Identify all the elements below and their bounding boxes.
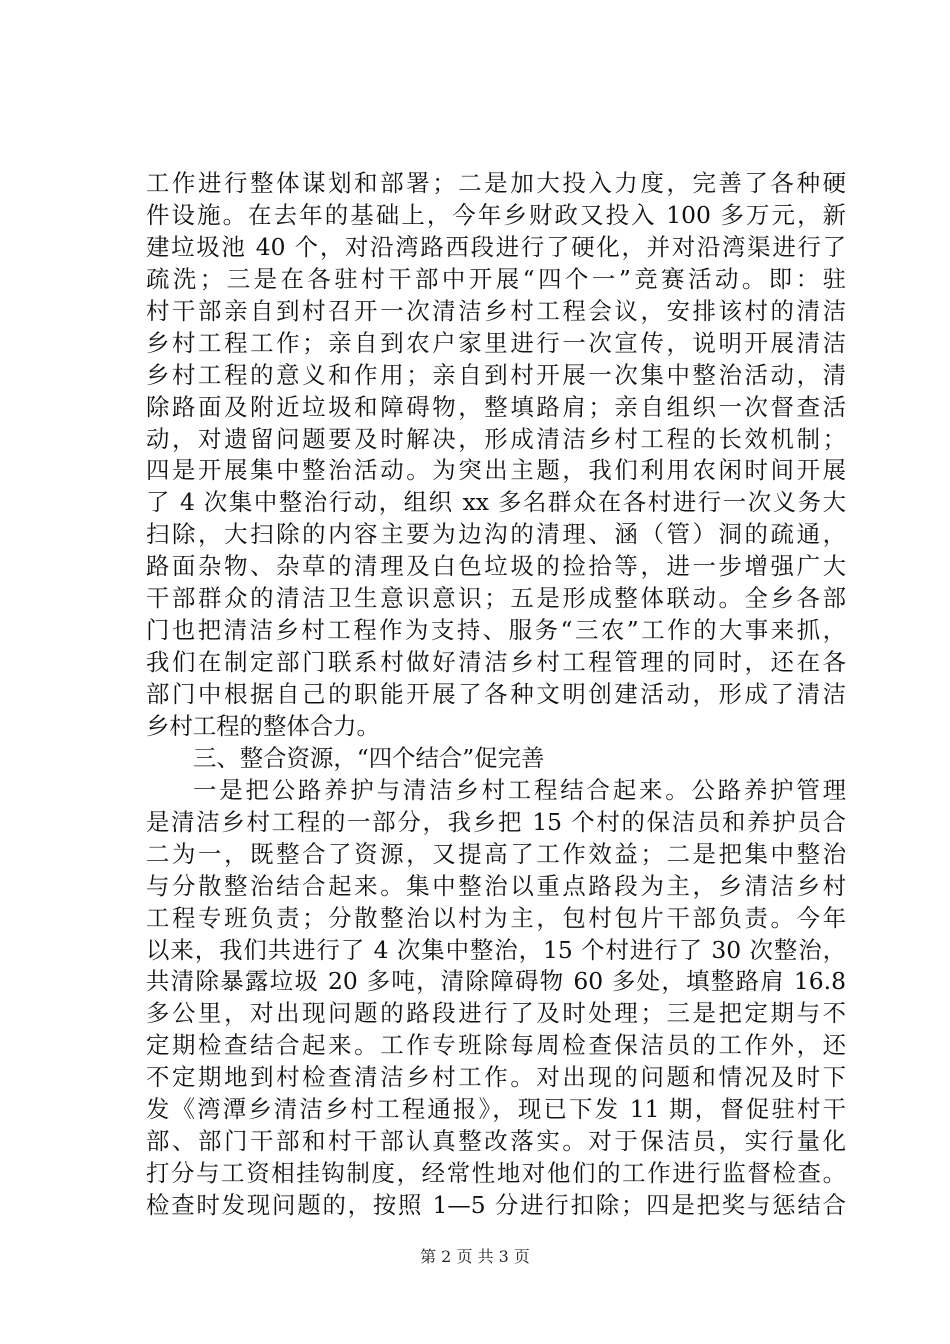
- text-line: 多公里，对出现问题的路段进行了及时处理；三是把定期与不: [146, 999, 846, 1028]
- text-line: 建垃圾池 40 个，对沿湾路西段进行了硬化，并对沿湾渠进行了: [146, 232, 846, 261]
- text-line: 不定期地到村检查清洁乡村工作。对出现的问题和情况及时下: [146, 1063, 846, 1092]
- text-line: 工作进行整体谋划和部署；二是加大投入力度，完善了各种硬: [146, 169, 846, 197]
- text-line: 与分散整治结合起来。集中整治以重点路段为主，乡清洁乡村: [146, 871, 846, 900]
- text-line: 干部群众的清洁卫生意识意识；五是形成整体联动。全乡各部: [146, 584, 846, 613]
- text-line: 疏洗；三是在各驻村干部中开展“四个一”竞赛活动。即：驻: [146, 264, 846, 293]
- text-line: 我们在制定部门联系村做好清洁乡村工程管理的同时，还在各: [146, 648, 846, 677]
- paragraph-end-line: 乡村工程的整体合力。: [146, 711, 380, 740]
- text-line: 乡村工程工作；亲自到农户家里进行一次宣传，说明开展清洁: [146, 328, 846, 357]
- text-line: 门也把清洁乡村工程作为支持、服务“三农”工作的大事来抓，: [146, 616, 846, 645]
- text-line: 工程专班负责；分散整治以村为主，包村包片干部负责。今年: [146, 903, 846, 932]
- document-body: [146, 168, 846, 1222]
- text-line: 除路面及附近垃圾和障碍物，整填路肩；亲自组织一次督查活: [146, 392, 846, 421]
- text-line: 了 4 次集中整治行动，组织 xx 多名群众在各村进行一次义务大: [146, 488, 846, 517]
- text-line: 四是开展集中整治活动。为突出主题，我们利用农闲时间开展: [146, 456, 846, 485]
- text-line: 村干部亲自到村召开一次清洁乡村工程会议，安排该村的清洁: [146, 296, 846, 325]
- text-line: 扫除，大扫除的内容主要为边沟的清理、涵（管）洞的疏通，: [146, 520, 846, 549]
- text-line: 动，对遗留问题要及时解决，形成清洁乡村工程的长效机制；: [146, 424, 846, 453]
- text-line: 以来，我们共进行了 4 次集中整治，15 个村进行了 30 次整治，: [146, 935, 846, 964]
- text-line: 是清洁乡村工程的一部分，我乡把 15 个村的保洁员和养护员合: [146, 807, 846, 836]
- text-line: 乡村工程的意义和作用；亲自到村开展一次集中整治活动，清: [146, 360, 846, 389]
- section-heading: 三、整合资源，“四个结合”促完善: [193, 743, 545, 772]
- text-line: 部、部门干部和村干部认真整改落实。对于保洁员，实行量化: [146, 1127, 846, 1156]
- text-line: 共清除暴露垃圾 20 多吨，清除障碍物 60 多处，填整路肩 16.8: [146, 967, 846, 996]
- page-footer: 第 2 页 共 3 页: [420, 1247, 530, 1266]
- text-line: 定期检查结合起来。工作专班除每周检查保洁员的工作外，还: [146, 1031, 846, 1060]
- text-line: 件设施。在去年的基础上，今年乡财政又投入 100 多万元，新: [146, 200, 846, 229]
- text-line: 二为一，既整合了资源，又提高了工作效益；二是把集中整治: [146, 839, 846, 868]
- text-line: 打分与工资相挂钩制度，经常性地对他们的工作进行监督检查。: [146, 1159, 846, 1188]
- paragraph-first-line: 一是把公路养护与清洁乡村工程结合起来。公路养护管理: [193, 775, 846, 804]
- text-line: 发《湾潭乡清洁乡村工程通报》，现已下发 11 期，督促驻村干: [146, 1095, 846, 1124]
- text-line: 检查时发现问题的，按照 1—5 分进行扣除；四是把奖与惩结合: [146, 1191, 846, 1219]
- text-line: 部门中根据自己的职能开展了各种文明创建活动，形成了清洁: [146, 680, 846, 708]
- text-line: 路面杂物、杂草的清理及白色垃圾的捡拾等，进一步增强广大: [146, 552, 846, 581]
